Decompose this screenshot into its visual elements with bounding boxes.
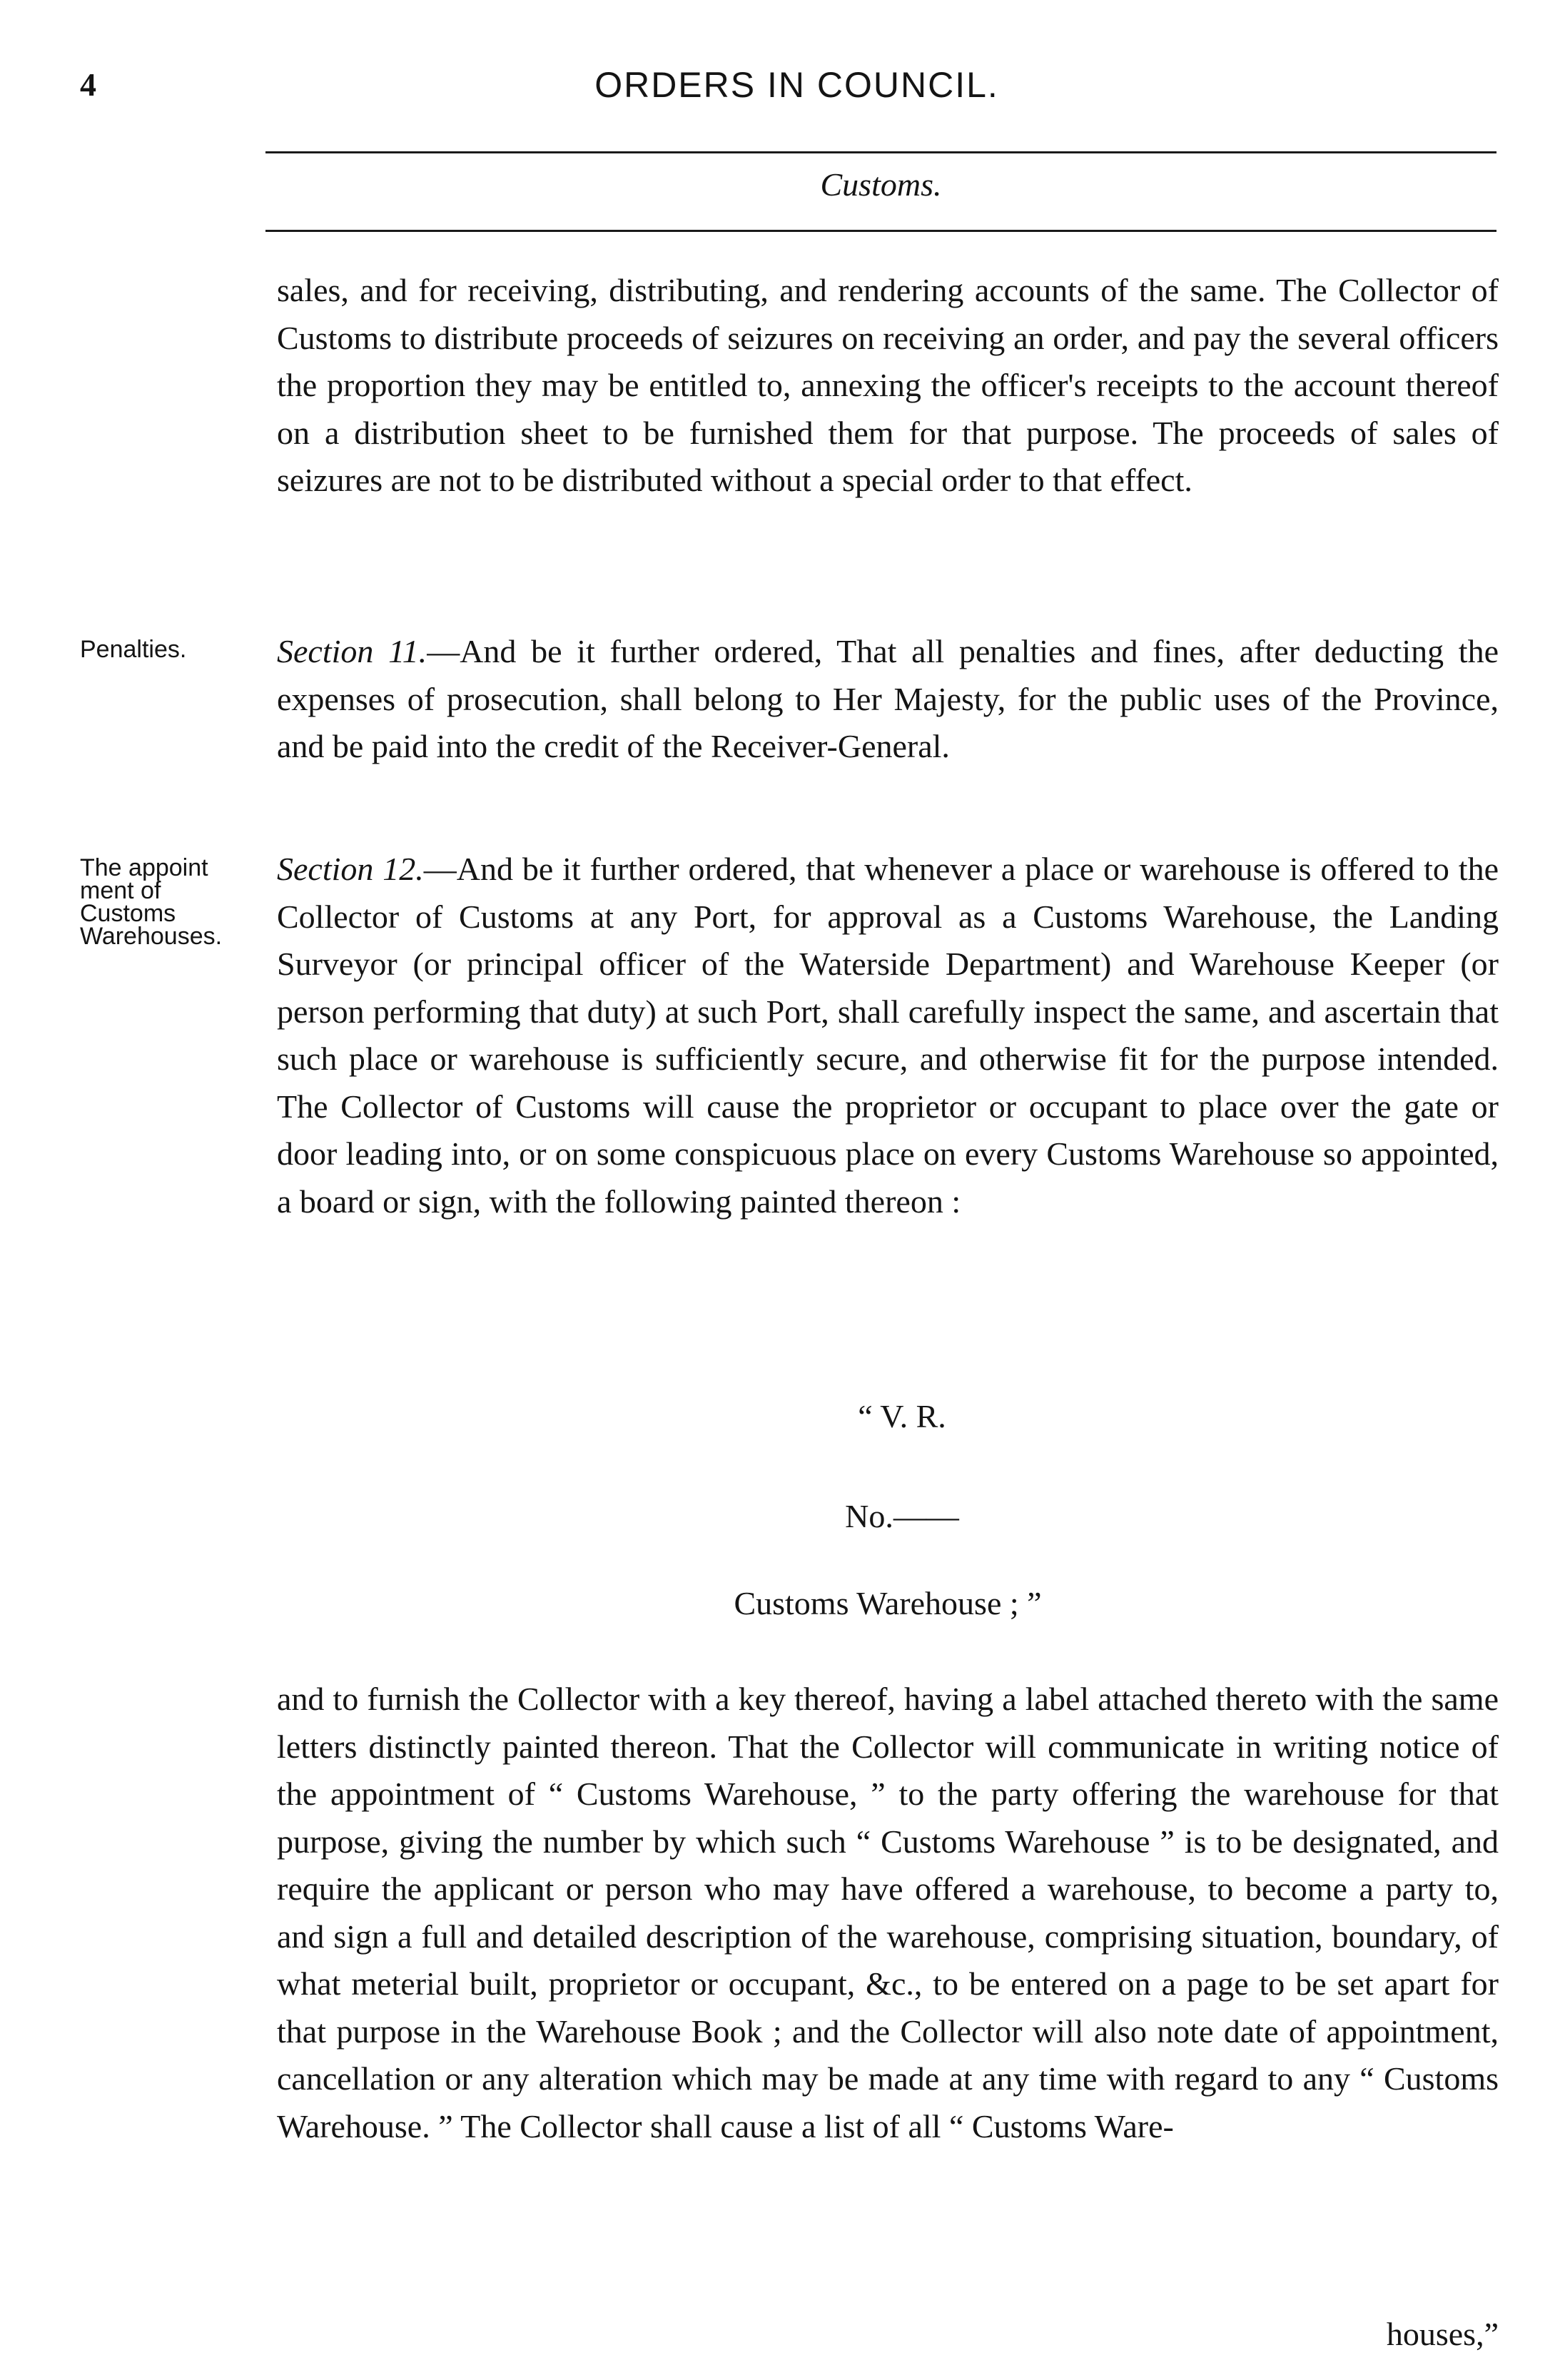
sign-line-warehouse: Customs Warehouse ; ” (734, 1585, 1042, 1621)
header-rule-top (265, 151, 1496, 153)
section-12-label: Section 12. (277, 851, 424, 887)
paragraph-section-11 (277, 628, 1499, 771)
section-11-label: Section 11. (277, 633, 427, 669)
section-11-text: —And be it further ordered, That all penalties and fines, after deducting the expenses of prosecution, shall belong to Her Majesty, for the public uses of the Province, and be paid into the credit of the Receiver-General. (277, 633, 1499, 764)
sign-line-number: No.—— (845, 1498, 959, 1534)
paragraph-seizures: sales, and for receiving, distributing, and rendering accounts of the same. The Collector of Customs to distribute proceeds of seizures on receiving an order, and pay the several officers the proportion they may be entitled to, annexing the officer's receipts to the account thereof on a distribution sheet to be furnished them for that purpose. The proceeds of sales of seizures are not to be distributed without a special order to that effect. (277, 272, 1499, 498)
margin-note-penalties: Penalties. (80, 636, 187, 663)
page-number: 4 (80, 66, 96, 103)
section-12-text: —And be it further ordered, that whenever a place or warehouse is offered to the Collector of Customs at any Port, for approval as a Customs Warehouse, the Landing Surveyor (or principal officer of the Waterside Department) and Warehouse Keeper (or person performing that duty) at such Port, shall carefully inspect the same, and ascertain that such place or warehouse is sufficiently secure, and otherwise fit for the purpose intended. The Collector of Customs will cause the proprietor or occupant to place over the gate or door leading into, or on some conspicuous place on every Customs Warehouse so appointed, a board or sign, with the following painted thereon : (277, 851, 1499, 1220)
paragraph-section-12 (277, 846, 1499, 1225)
header-rule-bottom (265, 230, 1496, 232)
paragraph-key-and-notice: and to furnish the Collector with a key thereof, having a label attached thereto with the same letters distinctly painted thereon. That the Collector will communicate in writing notice of the appointment of “ Customs Warehouse, ” to the party offering the warehouse for that purpose, giving the number by which such “ Customs Warehouse ” is to be designated, and require the applicant or person who may have offered a warehouse, to become a party to, and sign a full and detailed description of the warehouse, comprising situation, boundary, of what meterial built, proprietor or occupant, &c., to be entered on a page to be set apart for that purpose in the Warehouse Book ; and the Collector will also note date of appointment, cancellation or any alteration which may be made at any time with regard to any “ Customs Warehouse. ” The Collector shall cause a list of all “ Customs Ware- (277, 1681, 1499, 2144)
running-title: ORDERS IN COUNCIL. (594, 65, 999, 105)
continuation-word: houses,” (1386, 2316, 1499, 2352)
margin-note-warehouses: The appoint ment of Customs Warehouses. (80, 854, 223, 950)
section-heading: Customs. (820, 166, 942, 203)
sign-line-vr: “ V. R. (858, 1398, 946, 1434)
